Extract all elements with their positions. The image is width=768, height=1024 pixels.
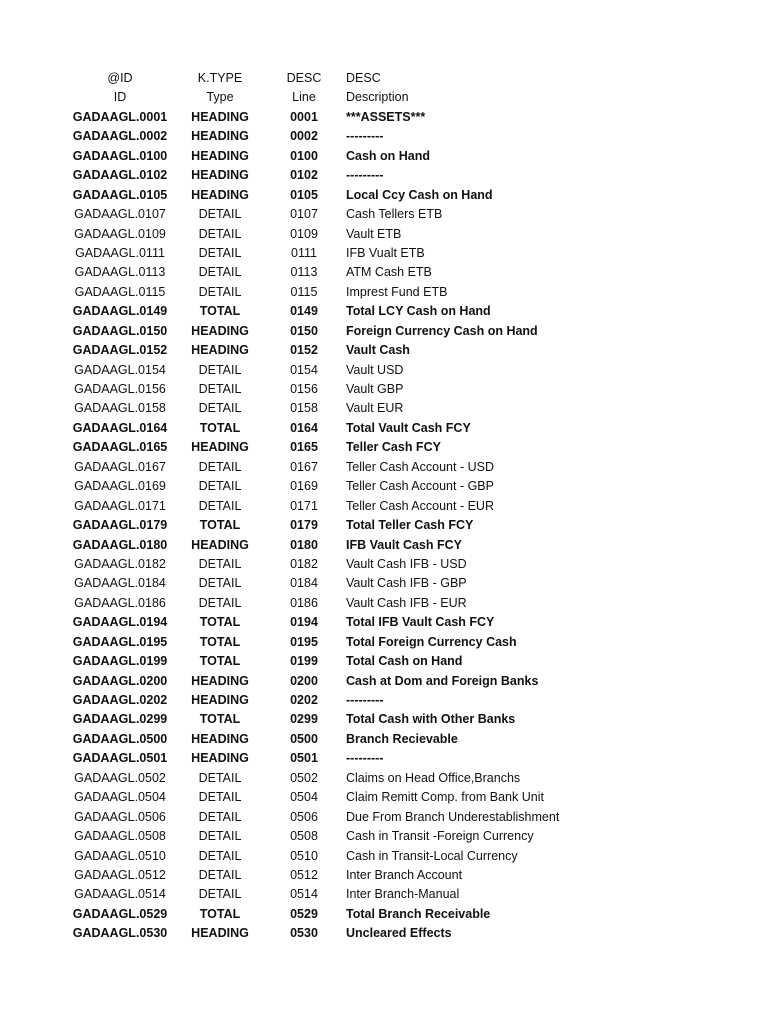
table-row bbox=[0, 244, 768, 263]
table-row bbox=[0, 749, 768, 768]
cell-description: Uncleared Effects bbox=[346, 926, 452, 941]
cell-id: GADAAGL.0512 bbox=[74, 867, 166, 882]
cell-line: 0002 bbox=[290, 129, 318, 144]
cell-type: DETAIL bbox=[198, 245, 242, 260]
table-row bbox=[0, 322, 768, 341]
table-row bbox=[0, 399, 768, 418]
table-row bbox=[0, 691, 768, 710]
cell-description: Branch Recievable bbox=[346, 731, 458, 746]
cell-id: GADAAGL.0107 bbox=[74, 207, 166, 222]
cell-line: 0001 bbox=[290, 109, 318, 124]
cell-id: GADAAGL.0510 bbox=[74, 848, 166, 863]
table-row bbox=[0, 613, 768, 632]
cell-type: TOTAL bbox=[199, 420, 241, 435]
cell-line: 0184 bbox=[290, 576, 318, 591]
cell-type: DETAIL bbox=[198, 459, 242, 474]
cell-type: DETAIL bbox=[198, 284, 242, 299]
cell-description: ATM Cash ETB bbox=[346, 265, 432, 280]
table-row bbox=[0, 225, 768, 244]
header-desc-label: Description bbox=[346, 90, 409, 105]
cell-description: IFB Vualt ETB bbox=[346, 245, 425, 260]
cell-type: DETAIL bbox=[198, 867, 242, 882]
cell-line: 0105 bbox=[290, 187, 318, 202]
table-row bbox=[0, 536, 768, 555]
cell-description: Foreign Currency Cash on Hand bbox=[346, 323, 538, 338]
cell-description: Cash Tellers ETB bbox=[346, 207, 443, 222]
cell-type: DETAIL bbox=[198, 790, 242, 805]
table-row bbox=[0, 924, 768, 943]
cell-id: GADAAGL.0109 bbox=[74, 226, 166, 241]
table-row bbox=[0, 166, 768, 185]
cell-description: Teller Cash Account - USD bbox=[346, 459, 494, 474]
cell-line: 0100 bbox=[290, 148, 318, 163]
cell-description: Inter Branch-Manual bbox=[346, 887, 460, 902]
table-row bbox=[0, 516, 768, 535]
cell-description: Claims on Head Office,Branchs bbox=[346, 770, 521, 785]
header-row-field-names bbox=[0, 69, 768, 88]
cell-line: 0149 bbox=[290, 304, 318, 319]
table-row bbox=[0, 361, 768, 380]
table-row bbox=[0, 885, 768, 904]
cell-id: GADAAGL.0501 bbox=[72, 751, 168, 766]
table-row bbox=[0, 905, 768, 924]
cell-line: 0186 bbox=[290, 595, 318, 610]
cell-description: Vault Cash IFB - GBP bbox=[346, 576, 467, 591]
cell-description: IFB Vault Cash FCY bbox=[346, 537, 462, 552]
cell-id: GADAAGL.0164 bbox=[72, 420, 168, 435]
table-row bbox=[0, 827, 768, 846]
cell-type: HEADING bbox=[191, 129, 249, 144]
cell-id: GADAAGL.0001 bbox=[72, 109, 168, 124]
cell-id: GADAAGL.0102 bbox=[72, 168, 168, 183]
cell-description: Teller Cash FCY bbox=[346, 440, 441, 455]
cell-description: --------- bbox=[346, 168, 384, 183]
cell-line: 0501 bbox=[290, 751, 318, 766]
cell-description: Vault GBP bbox=[346, 382, 404, 396]
cell-type: TOTAL bbox=[199, 906, 241, 921]
cell-type: DETAIL bbox=[198, 498, 242, 513]
header-row-labels bbox=[0, 88, 768, 107]
cell-line: 0169 bbox=[290, 479, 318, 494]
cell-type: HEADING bbox=[191, 109, 249, 124]
table-row bbox=[0, 769, 768, 788]
header-type-label: Type bbox=[206, 90, 234, 105]
cell-type: HEADING bbox=[191, 673, 249, 688]
cell-type: TOTAL bbox=[199, 654, 241, 669]
cell-id: GADAAGL.0100 bbox=[72, 148, 168, 163]
cell-type: DETAIL bbox=[198, 576, 242, 591]
table-row bbox=[0, 866, 768, 885]
header-id-label: ID bbox=[113, 90, 127, 105]
cell-id: GADAAGL.0199 bbox=[72, 654, 168, 669]
cell-description: --------- bbox=[346, 751, 384, 766]
cell-description: Vault Cash bbox=[346, 343, 410, 358]
cell-line: 0504 bbox=[290, 790, 318, 805]
table-row bbox=[0, 186, 768, 205]
cell-id: GADAAGL.0514 bbox=[74, 887, 166, 902]
cell-description: Inter Branch Account bbox=[346, 867, 463, 882]
cell-line: 0158 bbox=[290, 401, 318, 416]
cell-type: HEADING bbox=[191, 343, 249, 358]
cell-line: 0194 bbox=[290, 615, 318, 630]
cell-id: GADAAGL.0200 bbox=[72, 673, 168, 688]
cell-description: Vault Cash IFB - EUR bbox=[346, 595, 467, 610]
cell-type: HEADING bbox=[191, 323, 249, 338]
cell-description: ***ASSETS*** bbox=[346, 109, 426, 124]
table-row bbox=[0, 574, 768, 593]
cell-id: GADAAGL.0115 bbox=[74, 284, 166, 299]
cell-id: GADAAGL.0154 bbox=[74, 362, 166, 377]
cell-type: DETAIL bbox=[198, 809, 242, 824]
cell-description: --------- bbox=[346, 693, 384, 707]
cell-type: TOTAL bbox=[199, 518, 241, 533]
table-row bbox=[0, 788, 768, 807]
cell-type: DETAIL bbox=[198, 595, 242, 610]
cell-id: GADAAGL.0500 bbox=[72, 731, 168, 746]
cell-description: Total IFB Vault Cash FCY bbox=[346, 615, 495, 630]
cell-id: GADAAGL.0202 bbox=[72, 693, 168, 707]
cell-type: TOTAL bbox=[199, 615, 241, 630]
header-type-field: K.TYPE bbox=[197, 71, 243, 85]
cell-description: Imprest Fund ETB bbox=[346, 284, 448, 299]
cell-id: GADAAGL.0169 bbox=[74, 479, 166, 494]
cell-id: GADAAGL.0152 bbox=[72, 343, 168, 358]
cell-id: GADAAGL.0195 bbox=[72, 634, 168, 649]
table-row bbox=[0, 147, 768, 166]
table-row bbox=[0, 497, 768, 516]
cell-line: 0154 bbox=[290, 362, 318, 377]
table-row bbox=[0, 710, 768, 729]
cell-type: TOTAL bbox=[199, 634, 241, 649]
cell-type: HEADING bbox=[191, 731, 249, 746]
cell-id: GADAAGL.0002 bbox=[72, 129, 168, 144]
table-row bbox=[0, 341, 768, 360]
cell-id: GADAAGL.0530 bbox=[72, 926, 168, 941]
cell-id: GADAAGL.0504 bbox=[74, 790, 166, 805]
cell-type: DETAIL bbox=[198, 556, 242, 571]
cell-description: Cash in Transit -Foreign Currency bbox=[346, 829, 534, 844]
cell-type: HEADING bbox=[191, 693, 249, 707]
cell-description: Total Vault Cash FCY bbox=[346, 420, 471, 435]
table-body bbox=[0, 108, 768, 944]
cell-id: GADAAGL.0156 bbox=[74, 382, 166, 396]
cell-description: Total Branch Receivable bbox=[346, 906, 491, 921]
cell-id: GADAAGL.0182 bbox=[74, 556, 166, 571]
cell-type: DETAIL bbox=[198, 479, 242, 494]
cell-line: 0179 bbox=[290, 518, 318, 533]
cell-description: Vault EUR bbox=[346, 401, 404, 416]
cell-description: Cash at Dom and Foreign Banks bbox=[346, 673, 539, 688]
cell-id: GADAAGL.0105 bbox=[72, 187, 168, 202]
cell-type: TOTAL bbox=[199, 712, 241, 727]
cell-line: 0107 bbox=[290, 207, 318, 222]
cell-type: DETAIL bbox=[198, 829, 242, 844]
cell-description: Total LCY Cash on Hand bbox=[346, 304, 491, 319]
header-line-field: DESC bbox=[286, 71, 322, 85]
header-id-field: @ID bbox=[107, 71, 133, 85]
table-row bbox=[0, 633, 768, 652]
cell-line: 0115 bbox=[290, 284, 318, 299]
table-row bbox=[0, 205, 768, 224]
table-row bbox=[0, 555, 768, 574]
cell-line: 0299 bbox=[290, 712, 318, 727]
table-row bbox=[0, 127, 768, 146]
cell-line: 0165 bbox=[290, 440, 318, 455]
cell-description: Total Teller Cash FCY bbox=[346, 518, 474, 533]
table-row bbox=[0, 283, 768, 302]
cell-id: GADAAGL.0299 bbox=[72, 712, 168, 727]
cell-line: 0514 bbox=[290, 887, 318, 902]
cell-line: 0500 bbox=[290, 731, 318, 746]
cell-type: DETAIL bbox=[198, 770, 242, 785]
table-row bbox=[0, 263, 768, 282]
table-row bbox=[0, 419, 768, 438]
cell-line: 0171 bbox=[290, 498, 318, 513]
cell-description: Claim Remitt Comp. from Bank Unit bbox=[346, 790, 544, 805]
cell-line: 0530 bbox=[290, 926, 318, 941]
cell-description: Total Foreign Currency Cash bbox=[346, 634, 517, 649]
cell-type: HEADING bbox=[191, 440, 249, 455]
table-row bbox=[0, 847, 768, 866]
cell-id: GADAAGL.0506 bbox=[74, 809, 166, 824]
cell-description: Total Cash on Hand bbox=[346, 654, 463, 669]
cell-type: DETAIL bbox=[198, 207, 242, 222]
cell-type: DETAIL bbox=[198, 265, 242, 280]
cell-id: GADAAGL.0529 bbox=[72, 906, 168, 921]
cell-type: HEADING bbox=[191, 537, 249, 552]
cell-line: 0199 bbox=[290, 654, 318, 669]
table-row bbox=[0, 438, 768, 457]
cell-id: GADAAGL.0502 bbox=[74, 770, 166, 785]
cell-id: GADAAGL.0179 bbox=[72, 518, 168, 533]
cell-line: 0506 bbox=[290, 809, 318, 824]
cell-type: DETAIL bbox=[198, 382, 242, 396]
cell-type: TOTAL bbox=[199, 304, 241, 319]
cell-line: 0508 bbox=[290, 829, 318, 844]
cell-id: GADAAGL.0194 bbox=[72, 615, 168, 630]
cell-type: HEADING bbox=[191, 148, 249, 163]
cell-type: HEADING bbox=[191, 751, 249, 766]
cell-description: Teller Cash Account - GBP bbox=[346, 479, 494, 494]
header-desc-field: DESC bbox=[346, 71, 381, 85]
cell-type: DETAIL bbox=[198, 887, 242, 902]
cell-id: GADAAGL.0186 bbox=[74, 595, 166, 610]
table-row bbox=[0, 302, 768, 321]
cell-line: 0512 bbox=[290, 867, 318, 882]
cell-description: Total Cash with Other Banks bbox=[346, 712, 516, 727]
cell-id: GADAAGL.0165 bbox=[72, 440, 168, 455]
cell-line: 0152 bbox=[290, 343, 318, 358]
cell-line: 0150 bbox=[290, 323, 318, 338]
cell-line: 0510 bbox=[290, 848, 318, 863]
cell-line: 0164 bbox=[290, 420, 318, 435]
table-row bbox=[0, 380, 768, 399]
cell-type: DETAIL bbox=[198, 848, 242, 863]
cell-description: Cash on Hand bbox=[346, 148, 431, 163]
cell-description: Cash in Transit-Local Currency bbox=[346, 848, 518, 863]
cell-line: 0156 bbox=[290, 382, 318, 396]
cell-line: 0502 bbox=[290, 770, 318, 785]
cell-type: DETAIL bbox=[198, 226, 242, 241]
cell-id: GADAAGL.0150 bbox=[72, 323, 168, 338]
cell-id: GADAAGL.0171 bbox=[74, 498, 166, 513]
table-row bbox=[0, 730, 768, 749]
cell-id: GADAAGL.0508 bbox=[74, 829, 166, 844]
cell-id: GADAAGL.0167 bbox=[74, 459, 166, 474]
cell-description: Vault USD bbox=[346, 362, 404, 377]
cell-line: 0111 bbox=[291, 245, 317, 260]
table-row bbox=[0, 477, 768, 496]
cell-description: --------- bbox=[346, 129, 384, 144]
cell-line: 0182 bbox=[290, 556, 318, 571]
cell-id: GADAAGL.0111 bbox=[75, 245, 165, 260]
cell-line: 0109 bbox=[290, 226, 318, 241]
cell-line: 0167 bbox=[290, 459, 318, 474]
cell-type: HEADING bbox=[191, 187, 249, 202]
cell-description: Due From Branch Underestablishment bbox=[346, 809, 560, 824]
cell-description: Local Ccy Cash on Hand bbox=[346, 187, 493, 202]
cell-description: Vault Cash IFB - USD bbox=[346, 556, 467, 571]
cell-line: 0195 bbox=[290, 634, 318, 649]
cell-description: Vault ETB bbox=[346, 226, 402, 241]
cell-id: GADAAGL.0113 bbox=[74, 265, 166, 280]
cell-line: 0102 bbox=[290, 168, 318, 183]
cell-description: Teller Cash Account - EUR bbox=[346, 498, 494, 513]
cell-id: GADAAGL.0158 bbox=[74, 401, 166, 416]
cell-id: GADAAGL.0180 bbox=[72, 537, 168, 552]
table-row bbox=[0, 458, 768, 477]
cell-line: 0180 bbox=[290, 537, 318, 552]
cell-type: DETAIL bbox=[198, 362, 242, 377]
cell-line: 0202 bbox=[290, 693, 318, 707]
header-line-label: Line bbox=[292, 90, 316, 105]
cell-type: HEADING bbox=[191, 168, 249, 183]
cell-line: 0529 bbox=[290, 906, 318, 921]
table-row bbox=[0, 672, 768, 691]
cell-type: HEADING bbox=[191, 926, 249, 941]
cell-line: 0113 bbox=[290, 265, 318, 280]
table-row bbox=[0, 594, 768, 613]
table-row bbox=[0, 808, 768, 827]
cell-id: GADAAGL.0184 bbox=[74, 576, 166, 591]
cell-type: DETAIL bbox=[198, 401, 242, 416]
table-row bbox=[0, 108, 768, 127]
table-row bbox=[0, 652, 768, 671]
cell-line: 0200 bbox=[290, 673, 318, 688]
gl-table bbox=[0, 69, 768, 944]
cell-id: GADAAGL.0149 bbox=[72, 304, 168, 319]
